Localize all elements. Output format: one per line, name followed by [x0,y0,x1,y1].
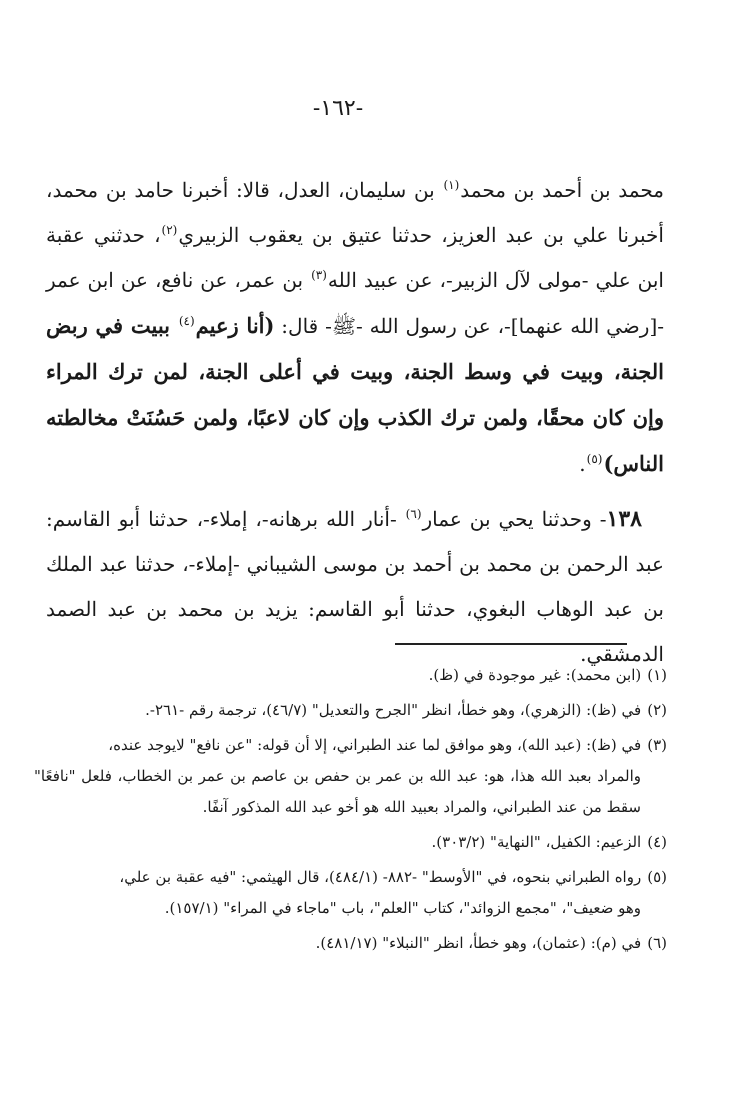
hadith-text-start: (أنا زعيم [195,313,275,338]
footnote-5 [34,862,667,924]
footnote-text: (ابن محمد): غير موجودة في (ظ). [428,666,642,684]
footnote-2 [34,695,667,726]
footnote-1 [34,660,667,691]
hadith-text: ببيت في ربض الجنة، وبيت في وسط الجنة، وبيت في أعلى الجنة، لمن ترك المراء وإن كان محقًا، ولمن ترك الكذب وإن كان لاعبًا، ولمن حَسُنَتْ مخالطته الناس) [46,313,664,476]
text-segment: محمد بن أحمد بن محمد [460,178,664,202]
footnote-3 [34,730,667,823]
footnote-text: في (ظ): (الزهري)، وهو خطأ، انظر "الجرح والتعديل" (٤٦/٧)، ترجمة رقم -٢٦١-. [145,701,642,719]
text-segment: ، حدثني عقبة ابن علي -مولى لآل الزبير-، عن عبيد الله [46,223,664,292]
text-segment: - وحدثنا يحي بن عمار [422,507,607,531]
footnote-text: رواه الطبراني بنحوه، في "الأوسط" -٨٨٢- (٤٨٤/١)، قال الهيثمي: "فيه عقبة بن علي، [119,868,642,886]
footnote-number: (٢) [647,701,667,719]
footnote-ref-6[interactable]: (٦) [405,507,422,522]
text-segment: . [579,452,586,476]
paragraph-chain-of-narration [46,168,664,487]
footnote-separator [395,643,627,645]
page-number: -١٦٢- [312,96,364,121]
text-segment: -أنار الله برهانه-، إملاء-، حدثنا أبو القاسم: عبد الرحمن بن محمد بن أحمد بن موسى الشيباني -إملاء-، حدثنا عبد الملك بن عبد الوهاب البغوي، حدثنا أبو القاسم: يزيد بن محمد بن عبد الصمد الدمشقي. [46,507,664,666]
text-segment: بن سليمان، العدل، قالا: أخبرنا حامد بن محمد، أخبرنا علي بن عبد العزيز، حدثنا عتيق بن يعقوب الزبيري [46,178,664,247]
footnote-number: (١) [647,666,667,684]
footnote-4 [34,827,667,858]
footnote-6 [34,928,667,959]
footnote-ref-3[interactable]: (٣) [311,268,327,283]
entry-number: ١٣٨ [606,506,642,532]
footnote-number: (٥) [647,868,667,886]
footnote-ref-4[interactable]: (٤) [178,314,195,329]
footnote-ref-2[interactable]: (٢) [161,223,178,238]
footnote-ref-1[interactable]: (١) [443,178,460,193]
text-segment: بن عمر، عن نافع، عن ابن عمر -[رضي الله عنهما]-، عن رسول الله -ﷺ- قال: [46,268,665,338]
footnote-continuation: وهو ضعيف"، "مجمع الزوائد"، كتاب "العلم"، باب "ماجاء في المراء" (١٥٧/١). [164,899,641,917]
footnote-number: (٣) [647,736,667,754]
footnote-number: (٦) [647,934,667,952]
footnote-text: الزعيم: الكفيل، "النهاية" (٣٠٣/٢). [431,833,642,851]
paragraph-entry-138 [46,497,664,677]
footnotes [34,660,667,963]
footnote-text: في (ظ): (عبد الله)، وهو موافق لما عند الطبراني، إلا أن قوله: "عن نافع" لايوجد عنده، [108,736,642,754]
footnote-number: (٤) [647,833,667,851]
footnote-continuation: والمراد بعبد الله هذا، هو: عبد الله بن عمر بن حفص بن عاصم بن عمر بن الخطاب، فلعل "نافعًا" سقط من عند الطبراني، والمراد بعبيد الله هو أخو عبد الله المذكور آنفًا. [34,767,641,816]
main-text [46,168,664,677]
footnote-text: في (م): (عثمان)، وهو خطأ، انظر "النبلاء" (٤٨١/١٧). [315,934,642,952]
footnote-ref-5[interactable]: (٥) [586,452,603,467]
